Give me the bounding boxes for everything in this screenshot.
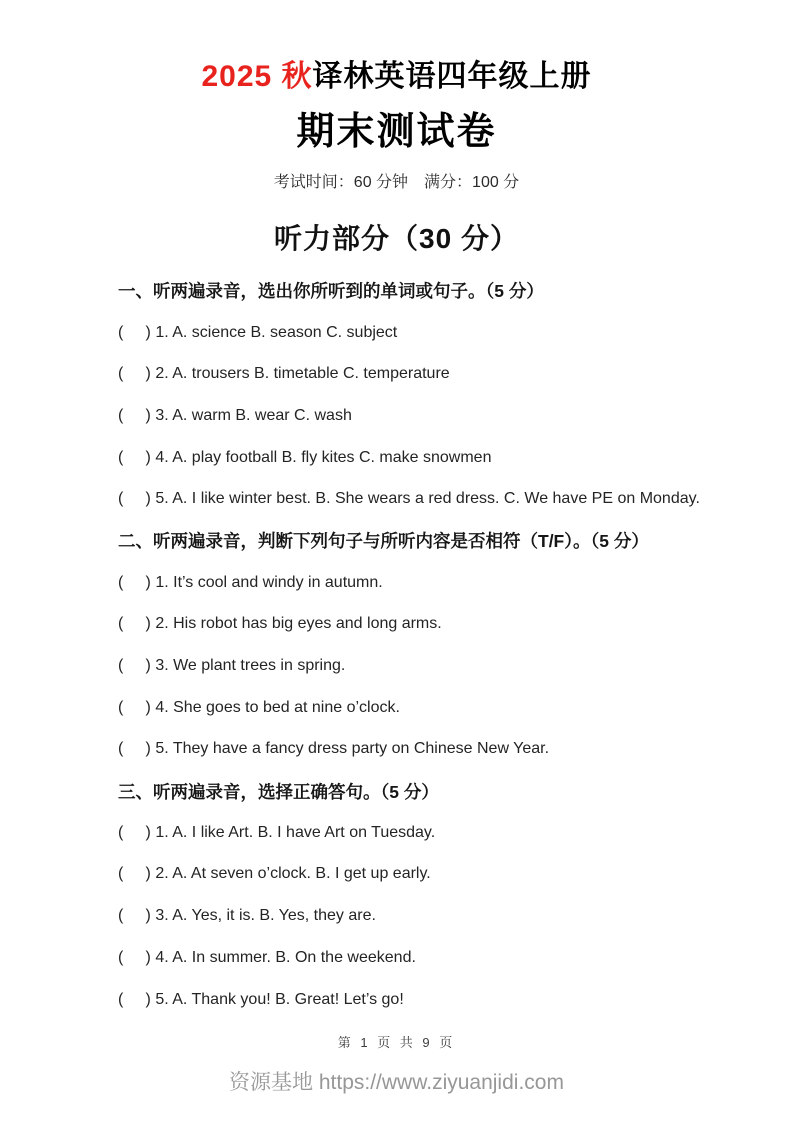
section-3-header: 三、听两遍录音，选择正确答句。（5 分） [118,781,439,802]
source-watermark: 资源基地 https://www.ziyuanjidi.com [229,1071,564,1094]
question-line: ( ) 3. A. Yes, it is. B. Yes, they are. [118,907,376,925]
section-2-header: 二、听两遍录音，判断下列句子与所听内容是否相符（T/F）。（5 分） [118,531,649,552]
document-title [0,56,793,98]
question-line: ( ) 1. A. science B. season C. subject [118,323,398,341]
question-line: ( ) 1. A. I like Art. B. I have Art on Tuesday. [118,823,436,841]
question-line: ( ) 4. A. In summer. B. On the weekend. [118,948,416,966]
exam-info-line: 考试时间：60 分钟 满分：100 分 [273,174,520,191]
document-title-year: 2025 秋 [201,60,313,93]
exam-content [0,270,793,1020]
page-number: 第 1 页 共 9 页 [337,1035,456,1050]
question-line: ( ) 4. She goes to bed at nine o’clock. [118,698,400,716]
document-title-book: 译林英语四年级上册 [312,60,592,93]
question-line: ( ) 2. A. At seven o’clock. B. I get up early. [118,865,431,883]
section-1-header: 一、听两遍录音，选出你所听到的单词或句子。（5 分） [118,281,544,302]
question-line: ( ) 5. A. I like winter best. B. She wears a red dress. C. We have PE on Monday. [118,490,700,508]
question-line: ( ) 3. We plant trees in spring. [118,657,346,675]
question-line: ( ) 5. A. Thank you! B. Great! Let’s go! [118,990,404,1008]
question-line: ( ) 5. They have a fancy dress party on Chinese New Year. [118,740,550,758]
question-line: ( ) 2. His robot has big eyes and long arms. [118,615,442,633]
question-line: ( ) 2. A. trousers B. timetable C. temperature [118,365,450,383]
question-line: ( ) 1. It’s cool and windy in autumn. [118,573,383,591]
listening-part-heading: 听力部分（30 分） [274,223,519,254]
question-line: ( ) 4. A. play football B. fly kites C. make snowmen [118,448,492,466]
question-line: ( ) 3. A. warm B. wear C. wash [118,406,352,424]
document-subtitle: 期末测试卷 [296,111,497,153]
